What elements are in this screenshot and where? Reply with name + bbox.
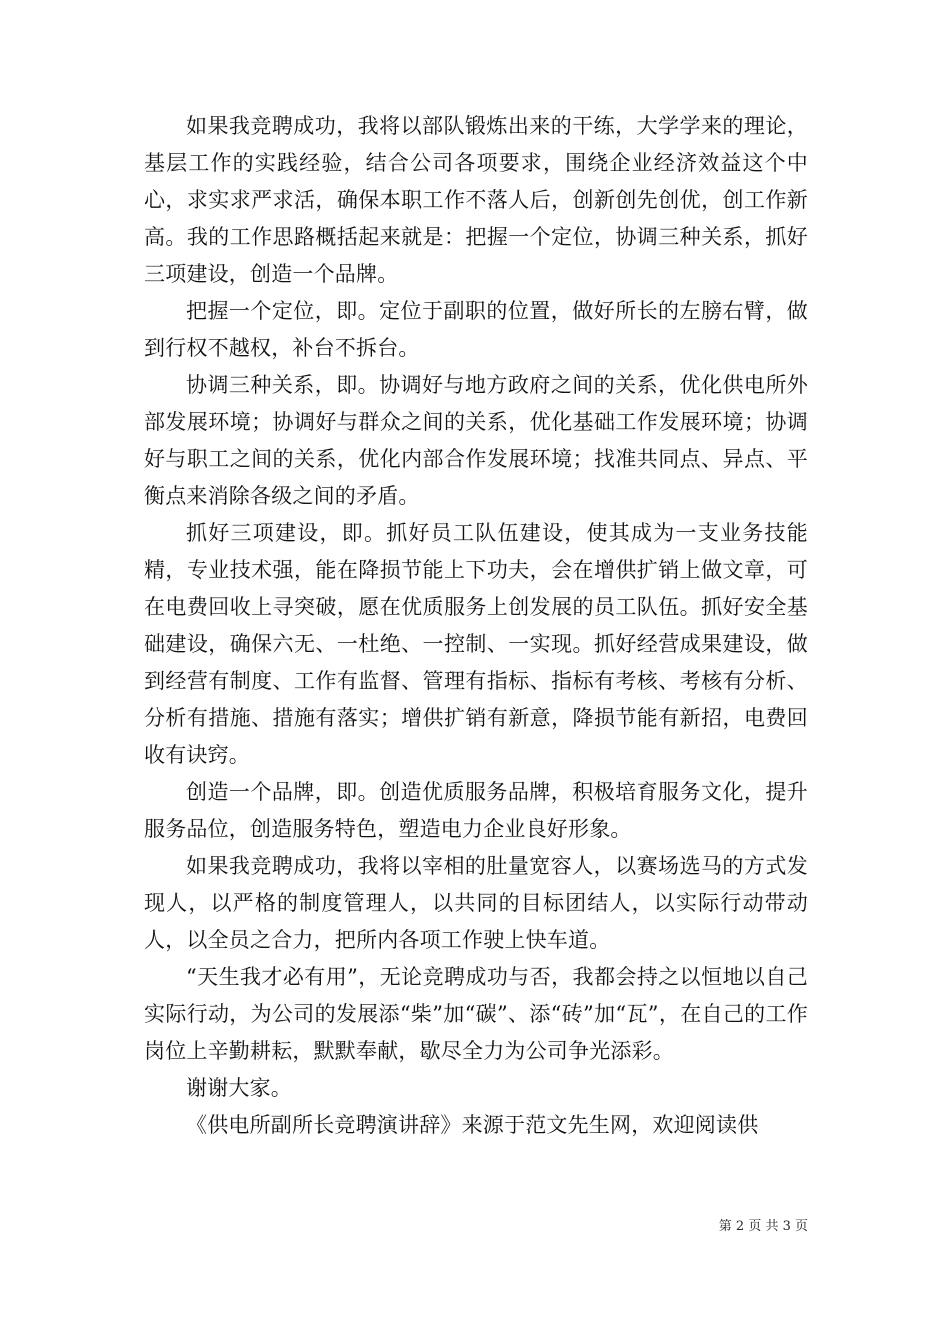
paragraph: 抓好三项建设，即。抓好员工队伍建设，使其成为一支业务技能精，专业技术强，能在降损节能上下功夫，会在增供扩销上做文章，可在电费回收上寻突破，愿在优质服务上创发展的员工队伍。抓好安全基础建设，确保六无、一杜绝、一控制、一实现。抓好经营成果建设，做到经营有制度、工作有监督、管理有指标、指标有考核、考核有分析、分析有措施、措施有落实；增供扩销有新意，降损节能有新招，电费回收有诀窍。 (144, 521, 808, 767)
paragraph: 创造一个品牌，即。创造优质服务品牌，积极培育服务文化，提升服务品位，创造服务特色，塑造电力企业良好形象。 (144, 780, 808, 841)
paragraph: 《供电所副所长竞聘演讲辞》来源于范文先生网，欢迎阅读供 (186, 1113, 759, 1137)
document-body (144, 108, 808, 1144)
paragraph: “天生我才必有用”，无论竞聘成功与否，我都会持之以恒地以自己实际行动，为公司的发展添“柴”加“碳”、添“砖”加“瓦”，在自己的工作岗位上辛勤耕耘，默默奉献，歇尽全力为公司争光添彩。 (144, 965, 808, 1063)
paragraph: 如果我竞聘成功，我将以部队锻炼出来的干练，大学学来的理论，基层工作的实践经验，结合公司各项要求，围绕企业经济效益这个中心，求实求严求活，确保本职工作不落人后，创新创先创优，创工作新高。我的工作思路概括起来就是：把握一个定位，协调三种关系，抓好三项建设，创造一个品牌。 (144, 114, 808, 286)
page-number-footer: 第 2 页 共 3 页 (718, 1219, 808, 1234)
paragraph: 如果我竞聘成功，我将以宰相的肚量宽容人，以赛场选马的方式发现人，以严格的制度管理人，以共同的目标团结人，以实际行动带动人，以全员之合力，把所内各项工作驶上快车道。 (144, 854, 808, 952)
paragraph: 协调三种关系，即。协调好与地方政府之间的关系，优化供电所外部发展环境；协调好与群众之间的关系，优化基础工作发展环境；协调好与职工之间的关系，优化内部合作发展环境；找准共同点、异点、平衡点来消除各级之间的矛盾。 (144, 373, 808, 508)
paragraph: 把握一个定位，即。定位于副职的位置，做好所长的左膀右臂，做到行权不越权，补台不拆台。 (144, 299, 808, 360)
paragraph: 谢谢大家。 (186, 1076, 292, 1100)
